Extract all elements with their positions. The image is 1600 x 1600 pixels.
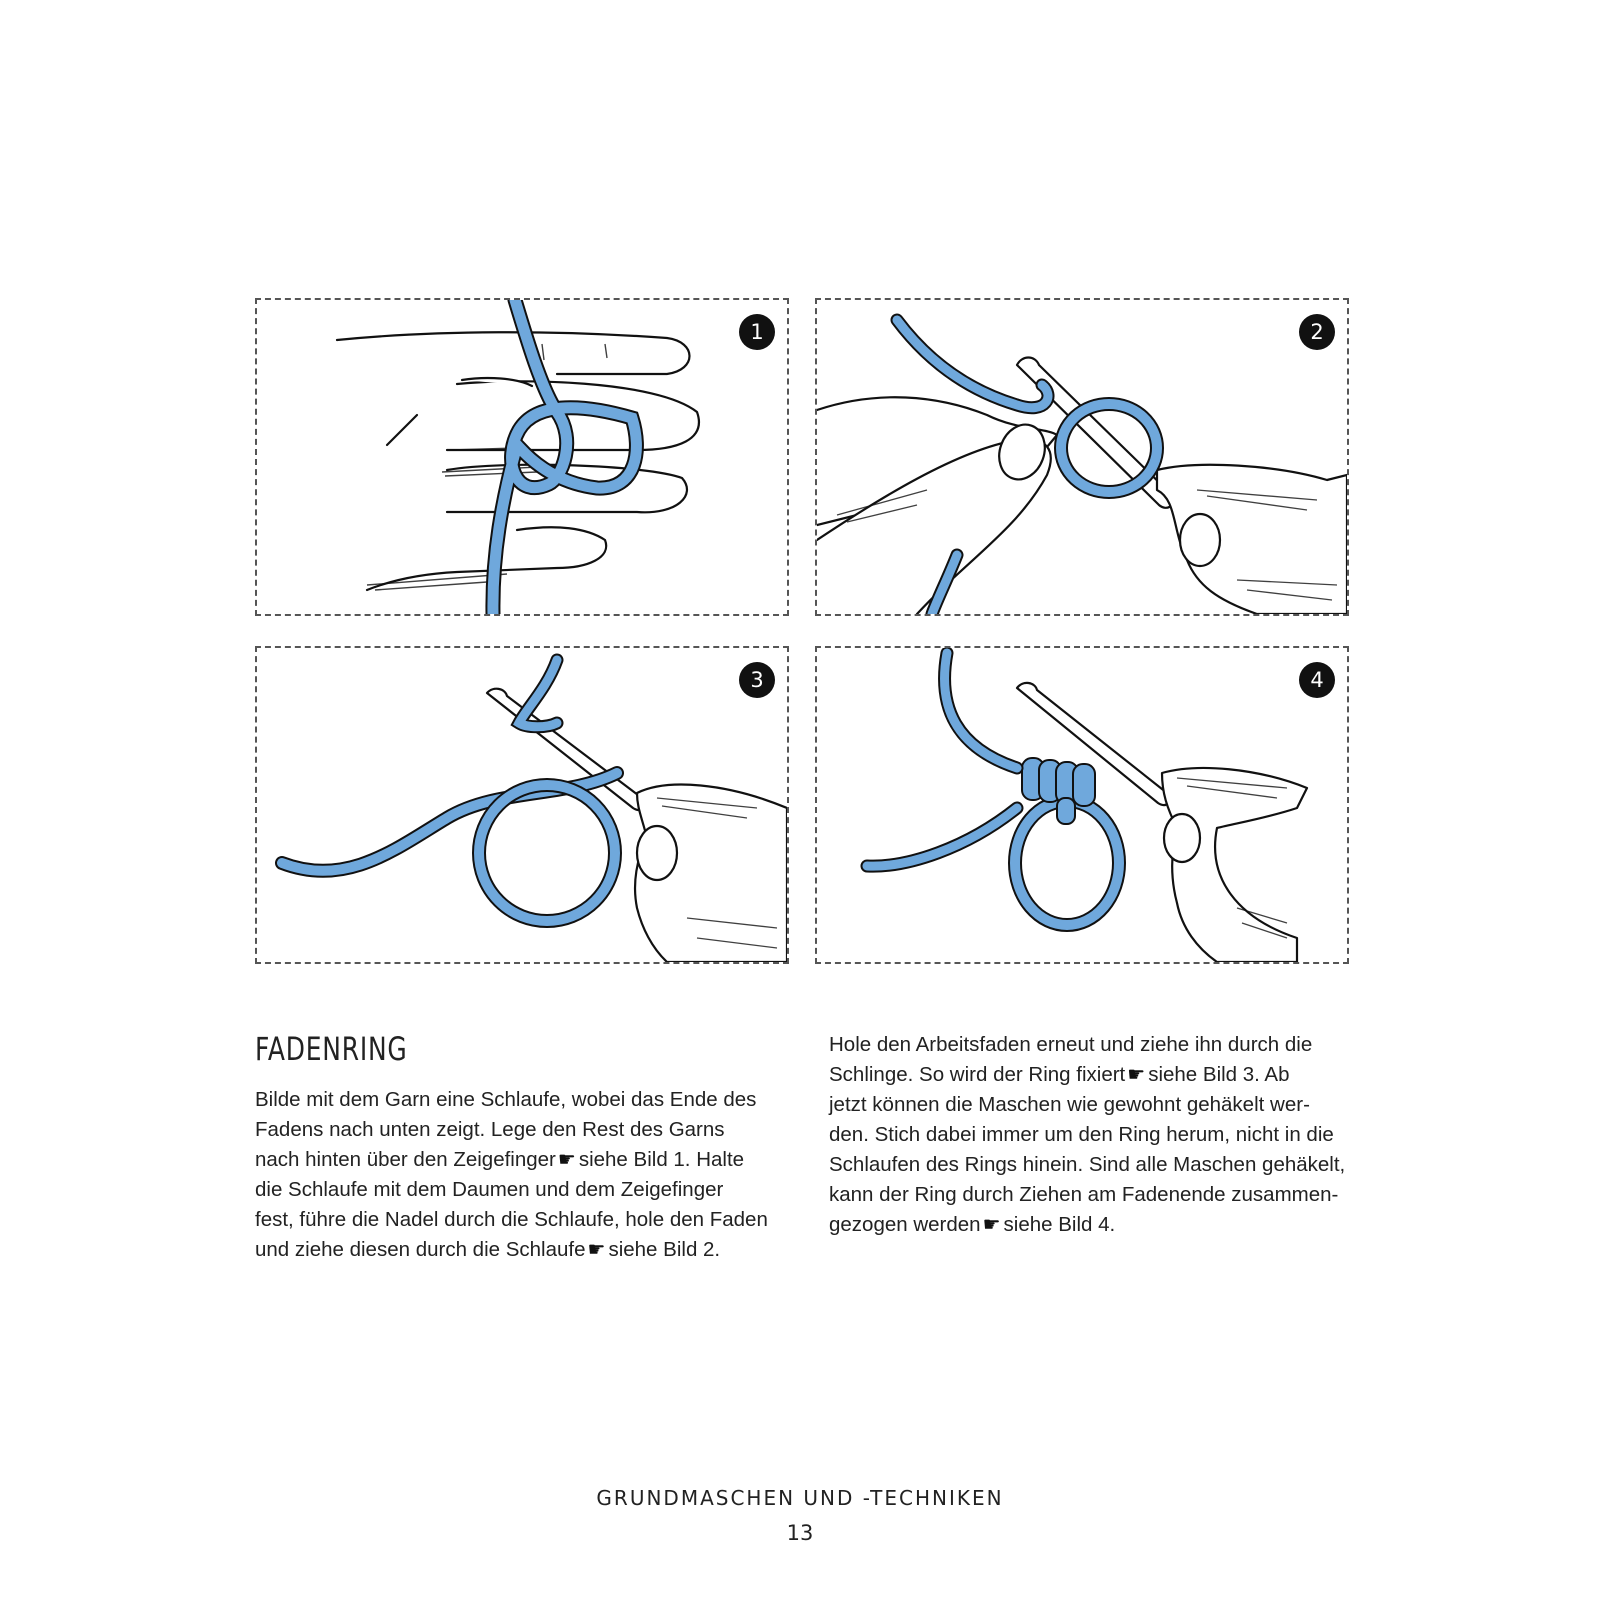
- illustration-panel-3: [255, 646, 789, 964]
- text-line: jetzt können die Maschen wie gewohnt gehäkelt wer-: [829, 1093, 1310, 1116]
- illustration-panel-1: [255, 298, 789, 616]
- pointing-hand-icon: ☛: [1127, 1064, 1146, 1086]
- text-line: Schlinge. So wird der Ring fixiert ☛ siehe Bild 3. Ab: [829, 1060, 1349, 1090]
- figure-reference: siehe Bild 3. Ab: [1148, 1063, 1290, 1086]
- pointing-hand-icon: ☛: [982, 1214, 1001, 1236]
- page-number: 13: [786, 1521, 814, 1545]
- pointing-hand-icon: ☛: [557, 1149, 576, 1171]
- text-line: kann der Ring durch Ziehen am Fadenende zusammen-: [829, 1183, 1339, 1206]
- text-line: die Schlaufe mit dem Daumen und dem Zeigefinger: [255, 1178, 724, 1201]
- step-number-badge: 2: [1299, 314, 1335, 350]
- text-line: Fadens nach unten zeigt. Lege den Rest des Garns: [255, 1118, 725, 1141]
- text-line: den. Stich dabei immer um den Ring herum, nicht in die: [829, 1123, 1334, 1146]
- instructions-left-column: [255, 1085, 775, 1265]
- text-line: gezogen werden ☛ siehe Bild 4.: [829, 1210, 1349, 1240]
- step-number-badge: 4: [1299, 662, 1335, 698]
- figure-reference: siehe Bild 4.: [1003, 1213, 1116, 1236]
- hands-hook-loop-drawing: [817, 300, 1347, 614]
- stitches-around-ring-drawing: [817, 648, 1347, 962]
- hand-yarn-loop-drawing: [257, 300, 787, 614]
- text-line: fest, führe die Nadel durch die Schlaufe, hole den Faden: [255, 1208, 768, 1231]
- instructions-right-column: [829, 1030, 1349, 1240]
- illustration-panel-2: [815, 298, 1349, 616]
- figure-reference: siehe Bild 2.: [608, 1238, 721, 1261]
- step-number-badge: 1: [739, 314, 775, 350]
- hook-pulling-yarn-drawing: [257, 648, 787, 962]
- text-line: Schlaufen des Rings hinein. Sind alle Maschen gehäkelt,: [829, 1153, 1346, 1176]
- running-footer-title: GRUNDMASCHEN UND -TECHNIKEN: [596, 1486, 1004, 1510]
- figure-reference: siehe Bild 1. Halte: [578, 1148, 745, 1171]
- pointing-hand-icon: ☛: [587, 1239, 606, 1261]
- section-title: FADENRING: [255, 1030, 408, 1068]
- text-line: und ziehe diesen durch die Schlaufe ☛ siehe Bild 2.: [255, 1235, 775, 1265]
- text-line: Hole den Arbeitsfaden erneut und ziehe ihn durch die: [829, 1033, 1313, 1056]
- step-number-badge: 3: [739, 662, 775, 698]
- illustration-panel-4: [815, 646, 1349, 964]
- text-line: Bilde mit dem Garn eine Schlaufe, wobei das Ende des: [255, 1088, 757, 1111]
- text-line: nach hinten über den Zeigefinger ☛ siehe Bild 1. Halte: [255, 1145, 775, 1175]
